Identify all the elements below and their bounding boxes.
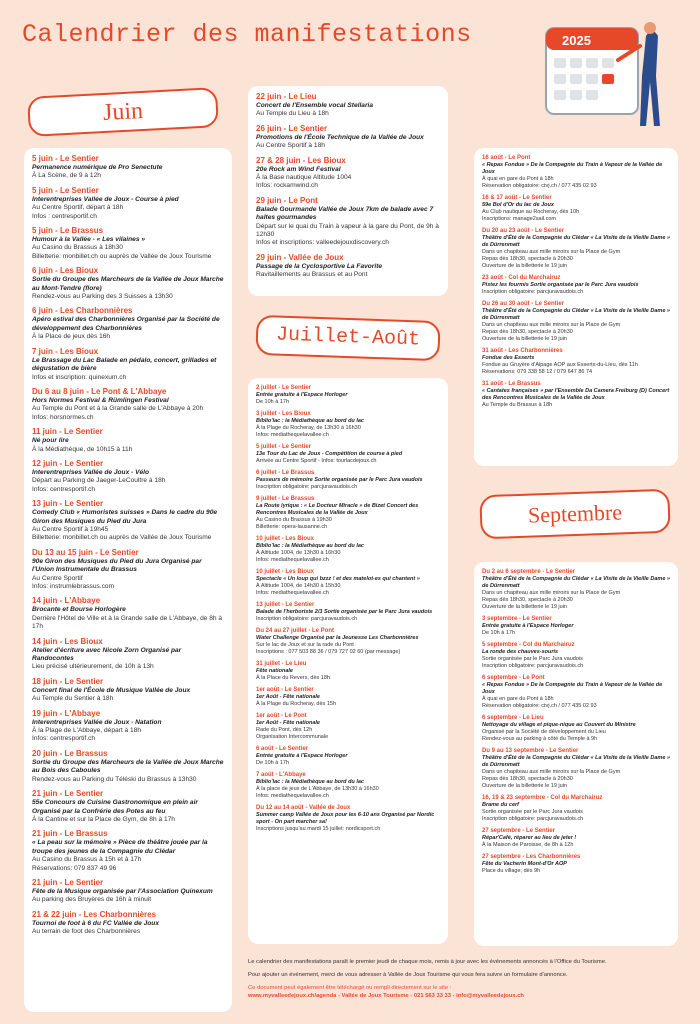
event-info: À la Place de jeux dès 16h — [32, 333, 111, 341]
event-date: 10 juillet - Les Bioux — [256, 536, 315, 542]
aout-events-card — [474, 148, 678, 466]
event-date: 12 juin - Le Sentier — [32, 458, 104, 468]
event-item — [32, 226, 224, 261]
event-info: À la Cantine et sur la Place de Gym, de 8h à 17h — [32, 815, 175, 823]
event-title: Promotions de l'École Technique de la Vallée de Joux — [256, 133, 424, 141]
event-date: 31 juillet - Le Lieu — [256, 661, 307, 667]
event-title: Théâtre d'Été de la Compagnie du Clédar « La Visite de la Vieille Dame » de Dürrenmatt — [482, 308, 670, 321]
footer-note: Ce document peut également être téléchargé ou rempli directement sur le site : — [248, 985, 452, 991]
event-item — [256, 712, 440, 741]
event-info: Infos: rockamwind.ch — [256, 182, 318, 190]
event-date: Du 26 au 30 août - Le Sentier — [482, 301, 565, 307]
event-info: De 10h à 17h — [482, 630, 516, 636]
event-info: À la Plage de L'Abbaye, départ à 18h — [32, 727, 142, 735]
event-item — [32, 749, 224, 784]
event-item — [482, 568, 670, 611]
event-title: Fondue des Esserts — [482, 355, 535, 361]
event-info: Infos: mediathequelavallee.ch — [256, 793, 329, 799]
event-date: 2 juillet - Le Sentier — [256, 385, 312, 391]
event-info: À quai en gare du Pont à 18h — [482, 176, 554, 182]
event-info: À la Place du Revers, dès 18h — [256, 675, 330, 681]
event-info: À Altitude 1004, de 14h30 à 15h30 — [256, 583, 341, 589]
event-date: 5 juin - Le Brassus — [32, 226, 104, 236]
event-info: Ravitaillements au Brassus et au Pont — [256, 271, 368, 279]
event-title: 13e Tour du Lac de Joux - Compétition de course à pied — [256, 451, 403, 457]
section-juin — [27, 87, 219, 137]
event-item — [32, 829, 224, 873]
event-date: 5 juin - Le Sentier — [32, 154, 99, 163]
event-date: 21 juin - Le Brassus — [32, 829, 108, 839]
event-item — [256, 745, 440, 767]
event-item — [256, 686, 440, 708]
event-info: Inscriptions jusqu'au mardi 15 juillet: nordicsport.ch — [256, 826, 381, 832]
event-date: 6 septembre - Le Pont — [482, 675, 545, 681]
event-info: Dans un chapiteau aux mille miroirs sur la Place de Gym — [482, 322, 621, 328]
event-info: Inscription obligatoire: parcjuravaudois.ch — [482, 816, 584, 822]
event-info: Sortie organisée par le Parc Jura vaudois — [482, 656, 583, 662]
event-info: Rendez-vous au Parking des 3 Suisses à 13h30 — [32, 293, 173, 301]
event-date: 31 août - Les Charbonnières — [482, 348, 563, 354]
event-item — [256, 384, 440, 406]
event-title: 59e Bol d'Or du lac de Joux — [482, 202, 554, 208]
event-info: Au Casino du Brassus à 18h30 — [32, 244, 123, 252]
event-item — [256, 804, 440, 833]
event-item — [482, 380, 670, 409]
event-info: Arrivée au Centre Sportif - Infos: tourlacdejoux.ch — [256, 458, 377, 464]
section-septembre-title: Septembre — [527, 499, 623, 528]
event-date: 1er août - Le Pont — [256, 713, 307, 719]
event-item — [32, 306, 224, 341]
event-info: Réservation obligatoire: ctvj.ch / 077 435 02 93 — [482, 703, 597, 709]
event-info: Billetterie: monbillet.ch ou auprès de Vallée de Joux Tourisme — [32, 252, 212, 260]
event-date: 21 juin - Le Sentier — [32, 789, 104, 799]
event-info: Lieu précisé ultérieurement, de 10h à 13h — [32, 663, 154, 671]
event-item — [482, 154, 670, 190]
event-title: 1er Août - Fête nationale — [256, 694, 320, 700]
event-date: 22 juin - Le Lieu — [256, 92, 317, 101]
event-item — [32, 878, 224, 905]
event-item — [482, 274, 670, 296]
event-info: Inscription obligatoire: parcjuravaudois.ch — [256, 616, 358, 622]
event-info: De 10h à 17h — [256, 399, 290, 405]
event-item — [482, 347, 670, 376]
section-juillet-aout — [255, 315, 440, 361]
event-title: Spectacle « Un loup qui bzzz ! et des matelot-es qui chantent » — [256, 576, 420, 582]
event-info: Au Centre Sportif à 18h — [256, 142, 325, 150]
event-info: Rendez-vous au Parking du Téléski du Brassus à 13h30 — [32, 775, 197, 783]
event-info: Dans un chapiteau aux mille miroirs sur la Place de Gym — [482, 590, 621, 596]
event-item — [32, 789, 224, 824]
event-title: « Cantates françaises » par l'Ensemble Da Camera Freiburg (D) Concert des Rencontres Musicales de la Vallée de Joux — [482, 388, 670, 401]
event-item — [256, 568, 440, 597]
event-title: Sortie du Groupe des Marcheurs de la Vallée de Joux Marche au Mont-Tendre (flore) — [32, 276, 224, 292]
event-item — [256, 196, 440, 248]
event-title: « La peau sur la mémoire » Pièce de théâtre jouée par la troupe des jeunes de la Compagnie du Clédar — [32, 839, 208, 855]
event-info: Ouverture de la billetterie le 19 juin — [482, 604, 567, 610]
event-info: À la Plage du Rocheray, de 13h30 à 16h30 — [256, 425, 361, 431]
event-item — [32, 548, 224, 592]
event-item — [482, 827, 670, 849]
event-item — [32, 427, 224, 454]
footer-line1: Le calendrier des manifestations paraît le premier jeudi de chaque mois, remis à jour avec les événements annoncés à l'Office du Tourisme. — [248, 959, 607, 965]
event-info: Au Centre Sportif à 19h45 — [32, 525, 109, 533]
event-item — [32, 186, 224, 221]
event-title: Atelier d'écriture avec Nicole Zorn Organisé par Randocontes — [32, 646, 182, 663]
event-item — [482, 615, 670, 637]
event-title: Théâtre d'Été de la Compagnie du Clédar « La Visite de la Vieille Dame » de Dürrenmatt — [482, 576, 670, 589]
septembre-events-card — [474, 562, 678, 946]
event-date: 3 juillet - Les Bioux — [256, 411, 311, 417]
event-info: Inscription obligatoire: parcjuravaudois.ch — [482, 289, 584, 295]
event-info: Fondue au Gruyère d'Alpage AOP aux Esserts-du-Lieu, dès 11h — [482, 362, 638, 368]
event-item — [32, 499, 224, 543]
event-item — [482, 674, 670, 710]
event-info: Sortie organisée par le Parc Jura vaudois — [482, 809, 583, 815]
footer-contact[interactable]: www.myvalleedejoux.ch/agenda - Vallée de Joux Tourisme - 021 563 33 33 - info@myvalleedejoux.ch — [248, 993, 524, 999]
event-title: Interentreprises Vallée de Joux - Natation — [32, 718, 162, 726]
event-title: Biblio'lac : la Médiathèque au bord du lac — [256, 418, 364, 424]
event-title: 1er Août - Fête nationale — [256, 720, 320, 726]
event-info: À la Médiathèque, de 10h15 à 11h — [32, 445, 133, 453]
event-info: Au Centre Sportif, départ à 18h — [32, 204, 124, 212]
event-title: « Repas Fondue » De la Compagnie du Train à Vapeur de la Vallée de Joux — [482, 162, 663, 175]
event-info: Ouverture de la billetterie le 19 juin — [482, 263, 567, 269]
calendar-illustration — [528, 6, 668, 136]
footer-line2: Pour ajouter un événement, merci de vous adresser à Vallée de Joux Tourisme qui vous fera suivre un formulaire d'annonce. — [248, 972, 568, 978]
event-date: 27 septembre - Le Sentier — [482, 828, 556, 834]
event-title: Interentreprises Vallée de Joux - Course à pied — [32, 195, 179, 203]
event-info: De 10h à 17h — [256, 760, 290, 766]
event-date: 11 juin - Le Sentier — [32, 427, 103, 437]
event-info: Infos: mediathequelavallee.ch — [256, 432, 329, 438]
event-info: Inscriptions : 077 503 88 36 / 079 727 02 60 (par message) — [256, 649, 401, 655]
calendar-year: 2025 — [562, 33, 591, 48]
event-info: Repas dès 18h30, spectacle à 20h30 — [482, 329, 573, 335]
event-info: Au Centre Sportif — [32, 574, 83, 582]
event-date: 3 septembre - Le Sentier — [482, 616, 552, 622]
event-date: 6 septembre - Le Lieu — [482, 715, 544, 721]
event-title: Sortie du Groupe des Marcheurs de la Vallée de Joux Marche au Bois des Caboules — [32, 758, 224, 775]
event-item — [256, 601, 440, 623]
event-item — [32, 387, 224, 422]
event-info: Réservation obligatoire: ctvj.ch / 077 435 02 93 — [482, 183, 597, 189]
event-info: Inscriptions: manage2sail.com — [482, 216, 556, 222]
event-title: Entrée gratuite à l'Espace Horloger — [256, 753, 348, 759]
event-date: Du 20 au 23 août - Le Sentier — [482, 228, 565, 234]
event-item — [256, 495, 440, 531]
event-title: Pistez les fourmis Sortie organisée par le Parc Jura vaudois — [482, 282, 639, 288]
event-info: Dans un chapiteau aux mille miroirs sur la Place de Gym — [482, 249, 621, 255]
event-info: À la Plage du Rocheray, dès 15h — [256, 701, 337, 707]
event-title: Biblio'lac : la Médiathèque au bord du lac — [256, 543, 364, 549]
event-title: Hors Normes Festival & Rümlingen Festival — [32, 396, 169, 404]
event-item — [256, 410, 440, 439]
event-date: 16 & 17 août - Le Sentier — [482, 195, 552, 201]
page-title: Calendrier des manifestations — [22, 20, 472, 49]
event-date: 20 juin - Le Brassus — [32, 748, 108, 758]
event-item — [256, 443, 440, 465]
event-date: 23 août - Col du Marchairuz — [482, 275, 561, 281]
event-info: Derrière l'Hôtel de Ville et à la Grande salle de L'Abbaye, de 8h à 17h — [32, 614, 223, 631]
event-item — [482, 714, 670, 743]
event-date: Du 6 au 8 juin - Le Pont & L'Abbaye — [32, 386, 167, 396]
event-info: Au Casino du Brassus à 15h et à 17h — [32, 856, 142, 864]
event-title: 20e Rock am Wind Festival — [256, 165, 341, 173]
event-date: Du 24 au 27 juillet - Le Pont — [256, 628, 335, 634]
event-item — [256, 92, 440, 119]
event-title: 90e Giron des Musiques du Pied du Jura Organisé par l'Union Instrumentale du Brassus — [32, 557, 202, 574]
event-title: Summer camp Vallée de Joux pour les 6-10 ans Organisé par Nordic sport - On part marcher sa! — [256, 812, 435, 825]
event-info: Repas dès 18h30, spectacle à 20h30 — [482, 597, 573, 603]
event-item — [32, 347, 224, 382]
event-info: Ouverture de la billetterie le 19 juin — [482, 783, 567, 789]
event-title: Passage de la Cyclosportive La Favorite — [256, 262, 383, 270]
event-date: 13 juillet - Le Sentier — [256, 602, 315, 608]
event-item — [256, 660, 440, 682]
event-title: Né pour lire — [32, 437, 69, 445]
event-info: Infos: instrumlebrassus.com — [32, 583, 115, 590]
event-info: À La Scène, de 9 à 12h — [32, 172, 101, 180]
event-info: Rade du Pont, dès 12h — [256, 727, 313, 733]
section-juin-title: Juin — [102, 97, 144, 127]
event-date: 16 août - Le Pont — [482, 155, 531, 161]
event-info: Au Temple du Brassus à 18h — [482, 402, 553, 408]
event-info: Infos: mediathequelavallee.ch — [256, 590, 329, 596]
event-info: Au parking des Bruyères de 16h à minuit — [32, 896, 152, 904]
event-title: Humour à la Vallée - « Les vilaines » — [32, 236, 145, 244]
event-date: 9 juillet - Le Brassus — [256, 496, 315, 502]
event-info: Ouverture de la billetterie le 19 juin — [482, 336, 567, 342]
event-title: Comedy Club « Humoristes suisses » Dans le cadre du 90e Giron des Musiques du Pied du Jura — [32, 509, 218, 525]
event-info: Infos: centresportif.ch — [32, 485, 96, 493]
event-item — [256, 771, 440, 800]
event-title: Entrée gratuite à l'Espace Horloger — [482, 623, 574, 629]
event-title: Le Brassage du Lac Balade en pédalo, concert, grillades et dégustation de bière — [32, 356, 217, 373]
event-date: 27 & 28 juin - Les Bioux — [256, 155, 346, 165]
event-item — [256, 156, 440, 191]
event-date: 6 août - Le Sentier — [256, 746, 309, 752]
event-info: À la place de jeux de L'Abbaye, de 13h30 à 16h30 — [256, 786, 379, 792]
event-info: Infos et inscriptions: valleedejouxdiscovery.ch — [256, 239, 389, 247]
event-info: Au Temple du Pont et à la Grande salle de L'Abbaye à 20h — [32, 405, 204, 413]
event-item — [482, 794, 670, 823]
event-info: Infos: mediathequelavallee.ch — [256, 557, 329, 563]
event-date: 6 juin - Les Bioux — [32, 266, 99, 276]
event-item — [32, 637, 224, 672]
event-info: Inscription obligatoire: parcjuravaudois.ch — [482, 663, 584, 669]
event-date: 6 juillet - Le Brassus — [256, 470, 315, 476]
event-title: Interentreprises Vallée de Joux - Vélo — [32, 468, 150, 476]
event-item — [256, 627, 440, 656]
event-title: Théâtre d'Été de la Compagnie du Clédar « La Visite de la Vieille Dame » de Dürrenmatt — [482, 755, 670, 768]
event-title: Concert final de l'École de Musique Vallée de Joux — [32, 686, 191, 694]
event-info: Réservations: 079 338 58 12 / 079 647 86 74 — [482, 369, 593, 375]
event-info: À la Maison de Paroisse, de 8h à 12h — [482, 842, 574, 848]
event-item — [32, 459, 224, 494]
event-title: La Route lyrique : « Le Docteur Miracle » de Bizet Concert des Rencontres Musicales de la Vallée de Joux — [256, 503, 419, 516]
event-info: Infos : centresportif.ch — [32, 212, 97, 220]
event-date: 5 septembre - Col du Marchairuz — [482, 642, 575, 648]
event-title: Entrée gratuite à l'Espace Horloger — [256, 392, 348, 398]
event-item — [256, 253, 440, 280]
event-item — [32, 266, 224, 301]
event-date: 26 juin - Le Sentier — [256, 123, 328, 133]
event-item — [482, 641, 670, 670]
event-date: 31 août - Le Brassus — [482, 381, 541, 387]
event-date: 6 juin - Les Charbonnières — [32, 306, 133, 316]
event-date: Du 9 au 13 septembre - Le Sentier — [482, 748, 579, 754]
event-item — [256, 469, 440, 491]
event-title: 55e Concours de Cuisine Gastronomique en plein air Organisé par la Confrérie des Potes au feu — [32, 799, 198, 815]
event-date: 7 juin - Les Bioux — [32, 346, 99, 356]
event-info: Départ sur le quai du Train à vapeur à la gare du Pont, de 9h à 12h30 — [256, 222, 439, 239]
event-item — [256, 124, 440, 151]
event-info: Réservations: 079 837 49 96 — [32, 864, 117, 872]
event-title: Concert de l'Ensemble vocal Stellaria — [256, 102, 374, 109]
event-item — [32, 709, 224, 744]
event-title: Fête de la Musique organisée par l'Association Quinexum — [32, 887, 213, 895]
event-item — [482, 747, 670, 790]
event-item — [482, 227, 670, 270]
event-info: Organisé par la Société de développement du Lieu — [482, 729, 606, 735]
event-info: Billetterie: monbillet.ch ou auprès de Vallée de Joux Tourisme — [32, 534, 212, 542]
event-date: 1er août - Le Sentier — [256, 687, 314, 693]
event-title: Water Challenge Organisé par la Jeunesse Les Charbonnières — [256, 635, 419, 641]
event-info: Sur le lac de Joux et sur la rade du Pont — [256, 642, 354, 648]
event-title: Balade de l'herboriste 2/3 Sortie organisée par le Parc Jura vaudois — [256, 609, 433, 615]
event-title: Fête nationale — [256, 668, 293, 674]
event-date: Du 12 au 14 août - Vallée de Joux — [256, 805, 351, 811]
event-title: Biblio'lac : la Médiathèque au bord du lac — [256, 779, 364, 785]
event-info: Au Temple du Lieu à 18h — [256, 110, 329, 118]
event-date: 27 septembre - Les Charbonnières — [482, 854, 581, 860]
event-info: Au Club nautique au Rocheray, dès 10h — [482, 209, 580, 215]
event-info: Au Temple du Sentier à 18h — [32, 695, 114, 703]
event-date: 29 juin - Le Pont — [256, 195, 318, 205]
juin-events-card-2 — [248, 86, 448, 296]
event-date: 21 juin - Le Sentier — [32, 877, 104, 887]
event-item — [32, 596, 224, 631]
event-info: À Altitude 1004, de 13h30 à 16h30 — [256, 550, 341, 556]
event-title: « Repas Fondue » De la Compagnie du Train à Vapeur de la Vallée de Joux — [482, 682, 663, 695]
event-date: 14 juin - Les Bioux — [32, 636, 103, 646]
event-item — [32, 154, 224, 181]
event-info: Infos: horsnormes.ch — [32, 413, 94, 421]
event-info: Organisation Intercommunale — [256, 734, 329, 740]
event-info: À quai en gare du Pont à 18h — [482, 696, 554, 702]
event-title: Passeurs de mémoire Sortie organisée par le Parc Jura vaudois — [256, 477, 423, 483]
event-date: 18 juin - Le Sentier — [32, 676, 104, 686]
event-info: Rendez-vous au parking à côté du Temple à 9h — [482, 736, 598, 742]
event-date: 16, 19 & 23 septembre - Col du Marchairuz — [482, 795, 603, 801]
event-title: Nettoyage du village et pique-nique au Couvert du Ministre — [482, 722, 636, 728]
event-date: 7 août - L'Abbaye — [256, 772, 306, 778]
juin-events-card — [24, 148, 232, 1012]
event-date: 13 juin - Le Sentier — [32, 499, 104, 509]
footer — [248, 958, 678, 1000]
event-info: Billetterie: opera-lausanne.ch — [256, 524, 328, 530]
event-info: Place du village, dès 9h — [482, 868, 541, 874]
event-item — [482, 853, 670, 875]
event-title: Fête du Vacherin Mont-d'Or AOP — [482, 861, 567, 867]
event-title: Permanence numérique de Pro Senectute — [32, 164, 163, 171]
event-info: Infos: centresportif.ch — [32, 735, 96, 743]
event-item — [482, 194, 670, 223]
event-info: Infos et inscription: quinexum.ch — [32, 373, 127, 381]
event-date: 10 juillet - Les Bioux — [256, 569, 315, 575]
event-date: 5 juin - Le Sentier — [32, 185, 99, 195]
event-info: Inscription obligatoire: parcjuravaudois.ch — [256, 484, 358, 490]
event-title: Apéro estival des Charbonnières Organisé par la Société de développement des Charbonnières — [32, 316, 220, 332]
juillet-aout-events-card — [248, 378, 448, 944]
section-septembre — [479, 489, 670, 540]
event-info: Repas dès 18h30, spectacle à 20h30 — [482, 776, 573, 782]
event-date: Du 2 au 6 septembre - Le Sentier — [482, 569, 576, 575]
event-title: Balade Gourmande Vallée de Joux 7km de balade avec 7 haltes gourmandes — [256, 205, 434, 222]
event-title: Tournoi de foot à 6 du FC Vallée de Joux — [32, 919, 160, 927]
event-info: Dans un chapiteau aux mille miroirs sur la Place de Gym — [482, 769, 621, 775]
event-item — [32, 910, 224, 937]
event-info: Au terrain de foot des Charbonnières — [32, 928, 141, 936]
event-date: 5 juillet - Le Sentier — [256, 444, 312, 450]
event-item — [256, 535, 440, 564]
event-item — [32, 677, 224, 704]
event-date: 14 juin - L'Abbaye — [32, 596, 101, 606]
event-info: À la Base nautique Altitude 1004 — [256, 174, 352, 182]
event-title: Théâtre d'Été de la Compagnie du Clédar « La Visite de la Vieille Dame » de Dürrenmatt — [482, 235, 670, 248]
event-info: Repas dès 18h30, spectacle à 20h30 — [482, 256, 573, 262]
section-juillet-aout-title: Juillet-Août — [275, 323, 421, 352]
event-title: La ronde des chauves-souris — [482, 649, 559, 655]
event-title: Répar'Café, réparer au lieu de jeter ! — [482, 835, 577, 841]
event-date: 29 juin - Vallée de Joux — [256, 252, 344, 262]
event-title: Brame du cerf — [482, 802, 519, 808]
event-date: 19 juin - L'Abbaye — [32, 708, 101, 718]
event-date: Du 13 au 15 juin - Le Sentier — [32, 547, 139, 557]
event-title: Brocante et Bourse Horlogère — [32, 606, 126, 614]
event-info: Départ au Parking de Jaeger-LeCoultre à 18h — [32, 477, 166, 485]
event-date: 21 & 22 juin - Les Charbonnières — [32, 909, 157, 919]
event-info: Au Casino du Brassus à 19h30 — [256, 517, 332, 523]
event-item — [482, 300, 670, 343]
